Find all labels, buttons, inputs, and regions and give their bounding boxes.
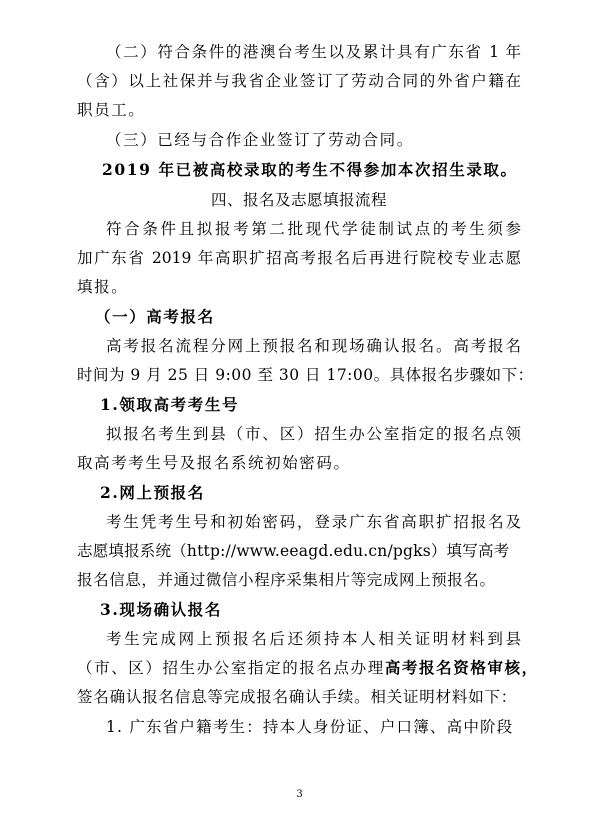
- step-heading: 3.现场确认报名: [100, 600, 222, 619]
- highlighted-term: 高考报名资格审核: [384, 658, 522, 677]
- step-heading: 2.网上预报名: [100, 483, 205, 502]
- paragraph-line: [77, 654, 539, 682]
- paragraph-line: （三）已经与合作企业签订了劳动合同。: [106, 131, 414, 149]
- section-heading: 四、报名及志愿填报流程: [210, 191, 387, 209]
- paragraph-line: 时间为 9 月 25 日 9:00 至 30 日 17:00。具体报名步骤如下：: [77, 366, 534, 384]
- paragraph-line: 1. 广东省户籍考生：持本人身份证、户口簿、高中阶段: [106, 718, 514, 736]
- paragraph-line: 志愿填报系统（http://www.eeagd.edu.cn/pgks）填写高考: [77, 542, 510, 560]
- paragraph-line: 取高考考生号及报名系统初始密码。: [77, 454, 351, 472]
- comma: ，: [521, 658, 539, 677]
- paragraph-line: 职员工。: [77, 101, 146, 119]
- paragraph-line: 高考报名流程分网上预报名和现场确认报名。高考报名: [106, 337, 521, 355]
- paragraph-line: （二）符合条件的港澳台考生以及累计具有广东省 1 年: [106, 43, 521, 61]
- paragraph-text: （市、区）招生办公室指定的报名点办理: [77, 659, 385, 677]
- paragraph-line: 加广东省 2019 年高职扩招高考报名后再进行院校专业志愿: [77, 249, 521, 267]
- paragraph-line: 签名确认报名信息等完成报名确认手续。相关证明材料如下：: [77, 688, 518, 706]
- step-heading: 1.领取高考考生号: [100, 395, 240, 414]
- paragraph-line: （含）以上社保并与我省企业签订了劳动合同的外省户籍在: [77, 72, 521, 90]
- bold-notice: 2019 年已被高校录取的考生不得参加本次招生录取。: [102, 160, 518, 179]
- paragraph-line: 拟报名考生到县（市、区）招生办公室指定的报名点领: [106, 425, 521, 443]
- paragraph-line: 考生完成网上预报名后还须持本人相关证明材料到县: [106, 630, 521, 648]
- paragraph-line: 填报。: [77, 278, 129, 296]
- page-number: 3: [296, 789, 303, 800]
- paragraph-line: 符合条件且拟报考第二批现代学徒制试点的考生须参: [106, 220, 521, 238]
- subsection-heading: （一）高考报名: [95, 307, 215, 326]
- paragraph-line: 考生凭考生号和初始密码，登录广东省高职扩招报名及: [106, 513, 521, 531]
- paragraph-line: 报名信息，并通过微信小程序采集相片等完成网上预报名。: [77, 571, 496, 589]
